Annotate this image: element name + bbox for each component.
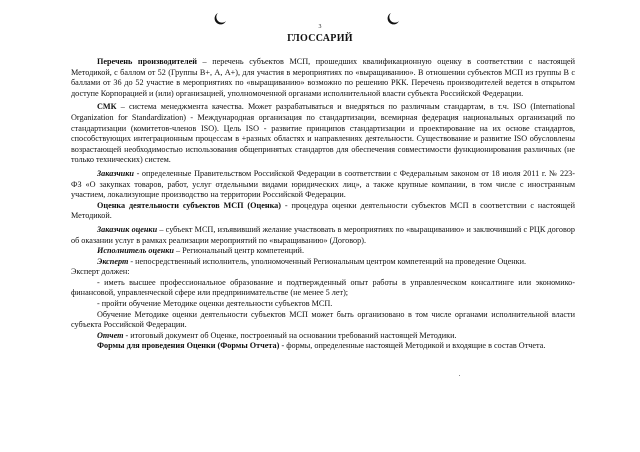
glossary-term: Заказчик оценки bbox=[97, 224, 158, 234]
glossary-term: Заказчики bbox=[97, 168, 134, 178]
glossary-term: Оценка деятельности субъектов МСП (Оценка) bbox=[97, 200, 281, 210]
glossary-entry-ekspert bbox=[71, 257, 575, 268]
glossary-term: Отчет bbox=[97, 330, 124, 340]
glossary-term: СМК bbox=[97, 102, 117, 112]
glossary-definition: – субъект МСП, изъявивший желание участвовать в мероприятиях по «выращиванию» и заключивший с РЦК договор об оказании услуг в рамках реализации мероприятий по «выращиванию» (Договор). bbox=[71, 224, 575, 245]
glossary-entry-ocenka bbox=[71, 201, 575, 222]
glossary-entry-formy bbox=[71, 341, 575, 352]
glossary-definition: - итоговый документ об Оценке, построенный на основании требований настоящей Методики. bbox=[123, 330, 457, 340]
glossary-definition: – Региональный центр компетенций. bbox=[173, 246, 304, 256]
glossary-entry-otchet bbox=[71, 331, 575, 342]
glossary-definition: – перечень субъектов МСП, прошедших квалификационную оценку в соответствии с настоящей Методикой, с баллом от 52 (Группы В+, А, А+), для участия в мероприятиях по «выращиванию». В отношении субъектов МСП из группы В с баллами от 36 до 52 участие в мероприятиях по «выращиванию» возможно по решению РКК. Перечень производителей ведется в открытом доступе Корпорацией и (или) организацией, уполномоченной органами исполнительной власти субъекта Российской Федерации. bbox=[71, 57, 576, 98]
glossary-entry-zakazchik-ocenki bbox=[71, 225, 575, 246]
expert-requirement-2: - пройти обучение Методике оценки деятельности субъектов МСП. bbox=[97, 299, 333, 309]
expert-requirements-heading: Эксперт должен: bbox=[71, 267, 130, 277]
glossary-definition: - формы, определенные настоящей Методикой и входящие в состав Отчета. bbox=[279, 341, 546, 351]
glossary-definition: – система менеджмента качества. Может разрабатываться и внедряться по различным стандартам, в т.ч. ISO (International Organization for Standardization) - Международная организация по стандартизации, всемирная федерация национальных организаций по стандартизации (комитетов-членов ISO). Цель ISO - развитие принципов стандартизации и проектирование на их основе стандартов, способствующих интеграционным процессам в +разных областях и направлениях деятельности. Существование и развитие ISO обусловлены возрастающей необходимостью использования общепринятых стандартов для обеспечения совместимости функционирования различных (не только технических) систем. bbox=[71, 102, 575, 165]
glossary-definition: - непосредственный исполнитель, уполномоченный Региональным центром компетенций на проведение Оценки. bbox=[128, 256, 527, 266]
glossary-entry-perechen bbox=[71, 57, 575, 99]
glossary-body bbox=[71, 57, 575, 352]
page-number: 3 bbox=[318, 24, 322, 30]
glossary-definition: - процедура оценки деятельности субъектов МСП в соответствии с настоящей Методикой. bbox=[71, 200, 575, 221]
glossary-entry-ispolnitel bbox=[71, 246, 575, 257]
glossary-term: Формы для проведения Оценки (Формы Отчета) bbox=[97, 341, 280, 351]
expert-requirement-1: - иметь высшее профессиональное образование и подтвержденный опыт работы в управленческом консалтинге или экономико-финансовой, управленческой сфере или предпринимательстве (не менее 5 лет); bbox=[71, 277, 575, 298]
glossary-term: Эксперт bbox=[97, 256, 129, 266]
glossary-term: Исполнитель оценки bbox=[97, 246, 174, 256]
glossary-entry-zakazchiki bbox=[71, 169, 575, 201]
glossary-definition: - определенные Правительством Российской Федерации в соответствии с Федеральным законом от 18 июля 2011 г. № 223-ФЗ «О закупках товаров, работ, услуг отдельными видами юридических лиц», а также крупные компании, в том числе с иностранным участием, локализующие производство на территории Российской Федерации. bbox=[71, 168, 575, 200]
training-note: Обучение Методике оценки деятельности субъектов МСП может быть организовано в том числе органами исполнительной власти субъекта Российской Федерации. bbox=[71, 309, 575, 330]
scan-speck bbox=[459, 375, 460, 376]
page-title: ГЛОССАРИЙ bbox=[287, 33, 353, 44]
glossary-entry-smk bbox=[71, 102, 575, 166]
glossary-term: Перечень производителей bbox=[97, 57, 197, 66]
